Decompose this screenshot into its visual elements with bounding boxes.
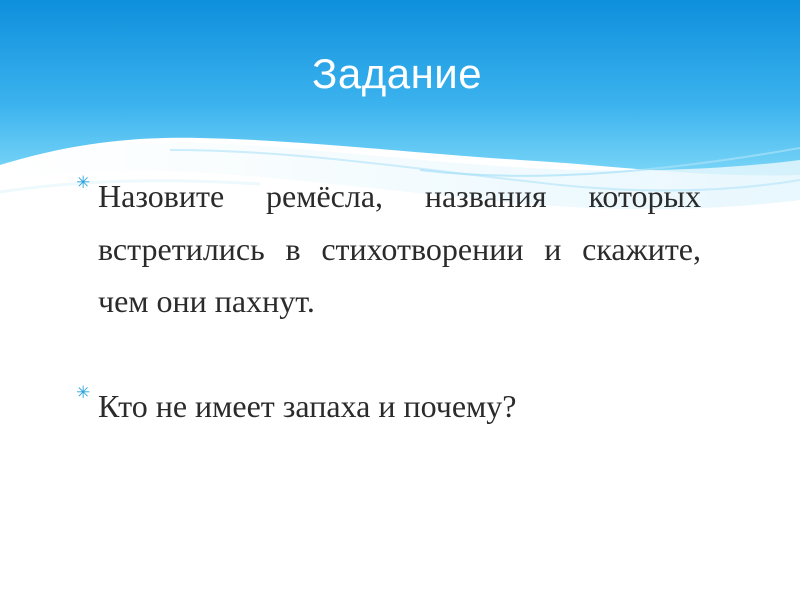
bullet-item-1 (76, 170, 701, 328)
bullet-list (76, 170, 701, 432)
asterisk-bullet-icon: ✳ (76, 382, 91, 403)
bullet-item-2 (76, 380, 701, 433)
bullet-text-1: Назовите ремёсла, названия которых встретились в стихотворении и скажите, чем они пахнут. (98, 178, 701, 319)
slide-title: Задание (312, 50, 483, 97)
bullet-text-2: Кто не имеет запаха и почему? (98, 387, 517, 424)
asterisk-bullet-icon: ✳ (76, 173, 91, 193)
